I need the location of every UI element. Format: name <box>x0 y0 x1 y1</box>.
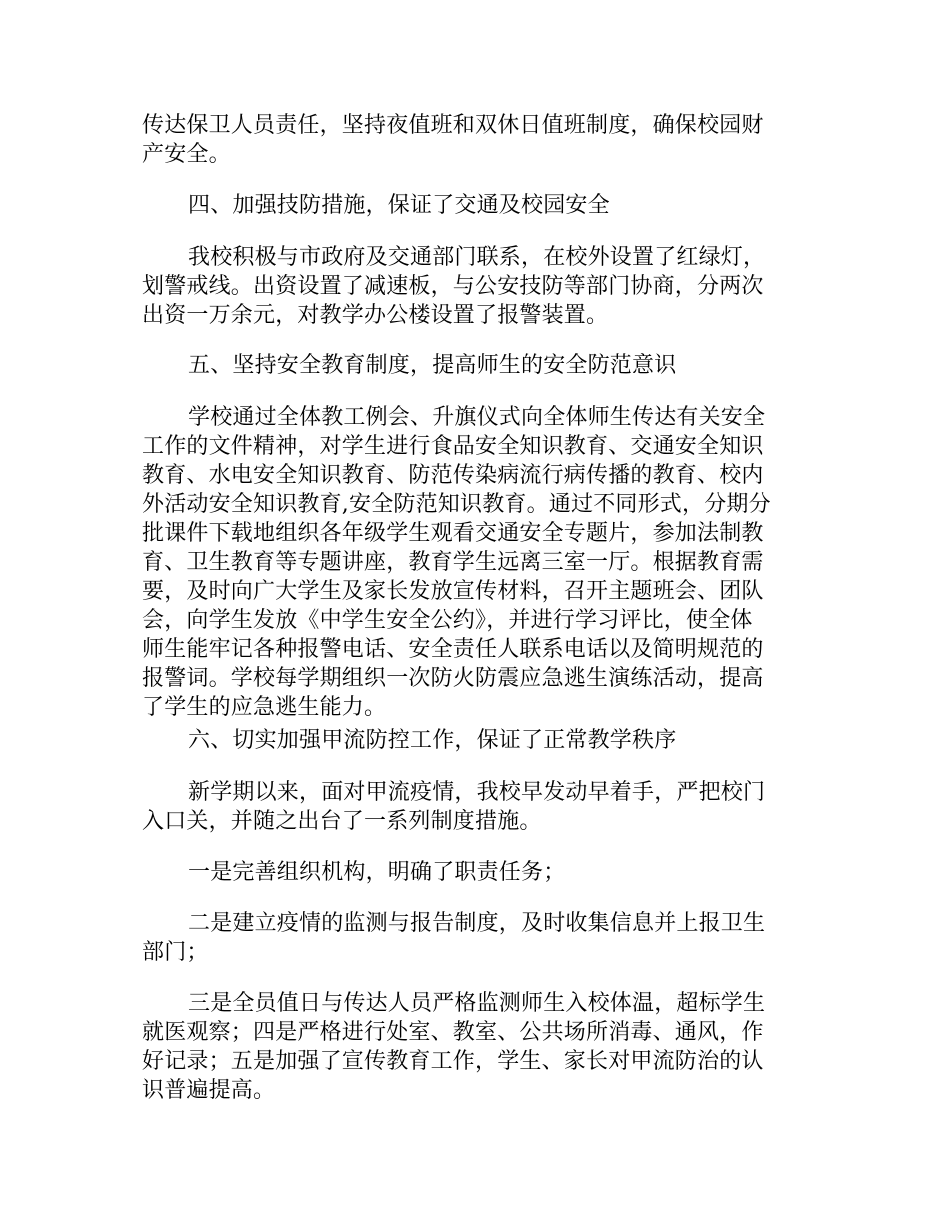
paragraph-security-duty <box>142 111 807 169</box>
text-line: 新学期以来，面对甲流疫情，我校早发动早着手，严把校门 <box>188 780 766 805</box>
text-line: 识普遍提高。 <box>142 1078 276 1103</box>
text-line: 入口关，并随之出台了一系列制度措施。 <box>142 809 542 834</box>
text-line: 好记录；五是加强了宣传教育工作，学生、家长对甲流防治的认 <box>142 1049 764 1074</box>
text-line: 会，向学生发放《中学生安全公约》，并进行学习评比，使全体 <box>142 608 753 633</box>
text-line: 部门； <box>142 940 209 965</box>
paragraph-item-two <box>142 909 807 967</box>
text-line: 要，及时向广大学生及家长发放宣传材料，召开主题班会、团队 <box>142 579 764 604</box>
text-line: 产安全。 <box>142 142 231 167</box>
section-heading-5 <box>142 351 807 380</box>
paragraph-flu-intro <box>142 778 807 836</box>
text-line: 批课件下载地组织各年级学生观看交通安全专题片，参加法制教 <box>142 521 764 546</box>
text-line: 就医观察；四是严格进行处室、教室、公共场所消毒、通风，作 <box>142 1020 764 1045</box>
text-line: 出资一万余元，对教学办公楼设置了报警装置。 <box>142 303 609 328</box>
section-heading-4 <box>142 191 807 220</box>
heading-text: 五、坚持安全教育制度，提高师生的安全防范意识 <box>188 353 677 378</box>
text-line: 工作的文件精神，对学生进行食品安全知识教育、交通安全知识 <box>142 434 764 459</box>
text-line: 传达保卫人员责任，坚持夜值班和双休日值班制度，确保校园财 <box>142 113 764 138</box>
text-line: 外活动安全知识教育,安全防范知识教育。通过不同形式，分期分 <box>142 492 771 517</box>
text-line: 了学生的应急逃生能力。 <box>142 695 387 720</box>
text-line: 一是完善组织机构，明确了职责任务； <box>188 860 566 885</box>
section-heading-6 <box>142 726 807 755</box>
heading-text: 四、加强技防措施，保证了交通及校园安全 <box>188 193 610 218</box>
text-line: 育、卫生教育等专题讲座，教育学生远离三室一厅。根据教育需 <box>142 550 764 575</box>
paragraph-items-three-to-five <box>142 989 807 1105</box>
text-line: 三是全员值日与传达人员严格监测师生入校体温，超标学生 <box>188 991 766 1016</box>
heading-text: 六、切实加强甲流防控工作，保证了正常教学秩序 <box>188 728 677 753</box>
paragraph-item-one <box>142 858 807 887</box>
text-line: 我校积极与市政府及交通部门联系，在校外设置了红绿灯， <box>188 245 766 270</box>
text-line: 学校通过全体教工例会、升旗仪式向全体师生传达有关安全 <box>188 405 766 430</box>
paragraph-traffic-measures <box>142 243 807 330</box>
text-line: 报警词。学校每学期组织一次防火防震应急逃生演练活动，提高 <box>142 666 764 691</box>
text-line: 师生能牢记各种报警电话、安全责任人联系电话以及简明规范的 <box>142 637 764 662</box>
text-line: 教育、水电安全知识教育、防范传染病流行病传播的教育、校内 <box>142 463 764 488</box>
paragraph-safety-education <box>142 403 807 722</box>
text-line: 划警戒线。出资设置了减速板，与公安技防等部门协商，分两次 <box>142 274 764 299</box>
text-line: 二是建立疫情的监测与报告制度，及时收集信息并上报卫生 <box>188 911 766 936</box>
